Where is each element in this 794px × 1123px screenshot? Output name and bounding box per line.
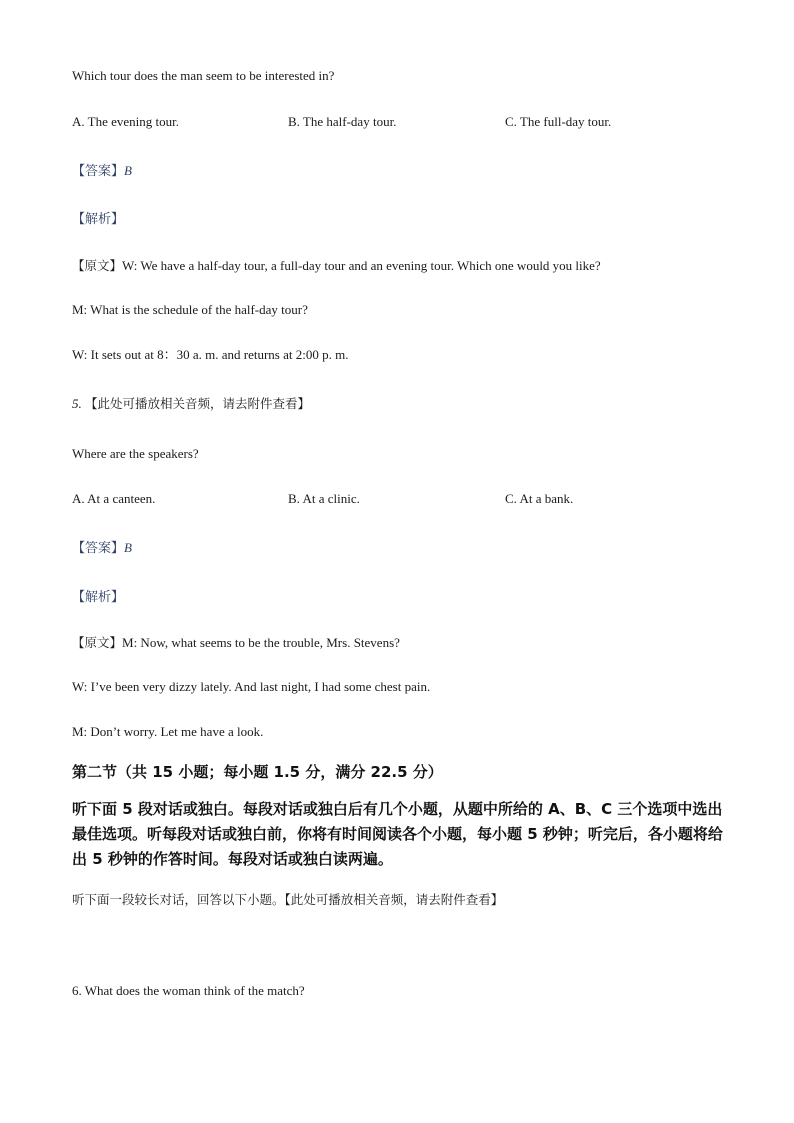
q5-number: 5. [72, 396, 82, 411]
section2-sub-instruction: 听下面一段较长对话，回答以下小题。【此处可播放相关音频，请去附件查看】 [72, 892, 504, 907]
q4-transcript-line-2: M: What is the schedule of the half-day tour? [72, 302, 308, 317]
q4-option-c: C. The full-day tour. [505, 114, 612, 129]
q5-answer-label: 【答案】 [72, 541, 125, 556]
section2-instructions: 听下面 5 段对话或独白。每段对话或独白后有几个小题，从题中所给的 A、B、C 三个选项中选出最佳选项。听每段对话或独白前，你将有时间阅读各个小题，每小题 5 秒钟；听完后，各小题将给出 5 秒钟的作答时间。每段对话或独白读两遍。 [72, 800, 723, 868]
q4-question: Which tour does the man seem to be interested in? [72, 68, 335, 83]
q5-header [72, 396, 310, 412]
q4-option-a: A. The evening tour. [72, 114, 179, 129]
q4-analysis-label: 【解析】 [72, 212, 125, 227]
q5-question: Where are the speakers? [72, 446, 199, 461]
q5-transcript-text-1: M: Now, what seems to be the trouble, Mrs. Stevens? [122, 635, 400, 650]
q5-transcript-label: 【原文】 [72, 635, 123, 650]
q5-transcript-line-2: W: I’ve been very dizzy lately. And last night, I had some chest pain. [72, 679, 431, 694]
q4-transcript-text-1: W: We have a half-day tour, a full-day tour and an evening tour. Which one would you like? [122, 258, 601, 273]
q5-transcript-line-1 [72, 635, 400, 651]
q5-analysis-label: 【解析】 [72, 590, 125, 605]
q6-question: 6. What does the woman think of the match? [72, 983, 305, 998]
q4-transcript-label: 【原文】 [72, 258, 123, 273]
section2-heading: 第二节（共 15 小题；每小题 1.5 分，满分 22.5 分） [72, 763, 443, 781]
q4-option-b: B. The half-day tour. [288, 114, 397, 129]
q5-option-b: B. At a clinic. [288, 491, 360, 506]
q5-option-c: C. At a bank. [505, 491, 574, 506]
q4-transcript-line-3: W: It sets out at 8：30 a. m. and returns at 2:00 p. m. [72, 347, 349, 362]
q5-answer [72, 540, 132, 557]
q4-answer [72, 163, 132, 180]
q5-option-a: A. At a canteen. [72, 491, 156, 506]
q4-analysis [72, 211, 124, 228]
q4-answer-label: 【答案】 [72, 164, 125, 179]
q4-answer-value: B [124, 163, 132, 178]
q5-audio-note: 【此处可播放相关音频，请去附件查看】 [85, 396, 311, 411]
q5-analysis [72, 589, 124, 606]
q4-transcript-line-1 [72, 258, 601, 274]
q5-answer-value: B [124, 540, 132, 555]
q5-transcript-line-3: M: Don’t worry. Let me have a look. [72, 724, 264, 739]
